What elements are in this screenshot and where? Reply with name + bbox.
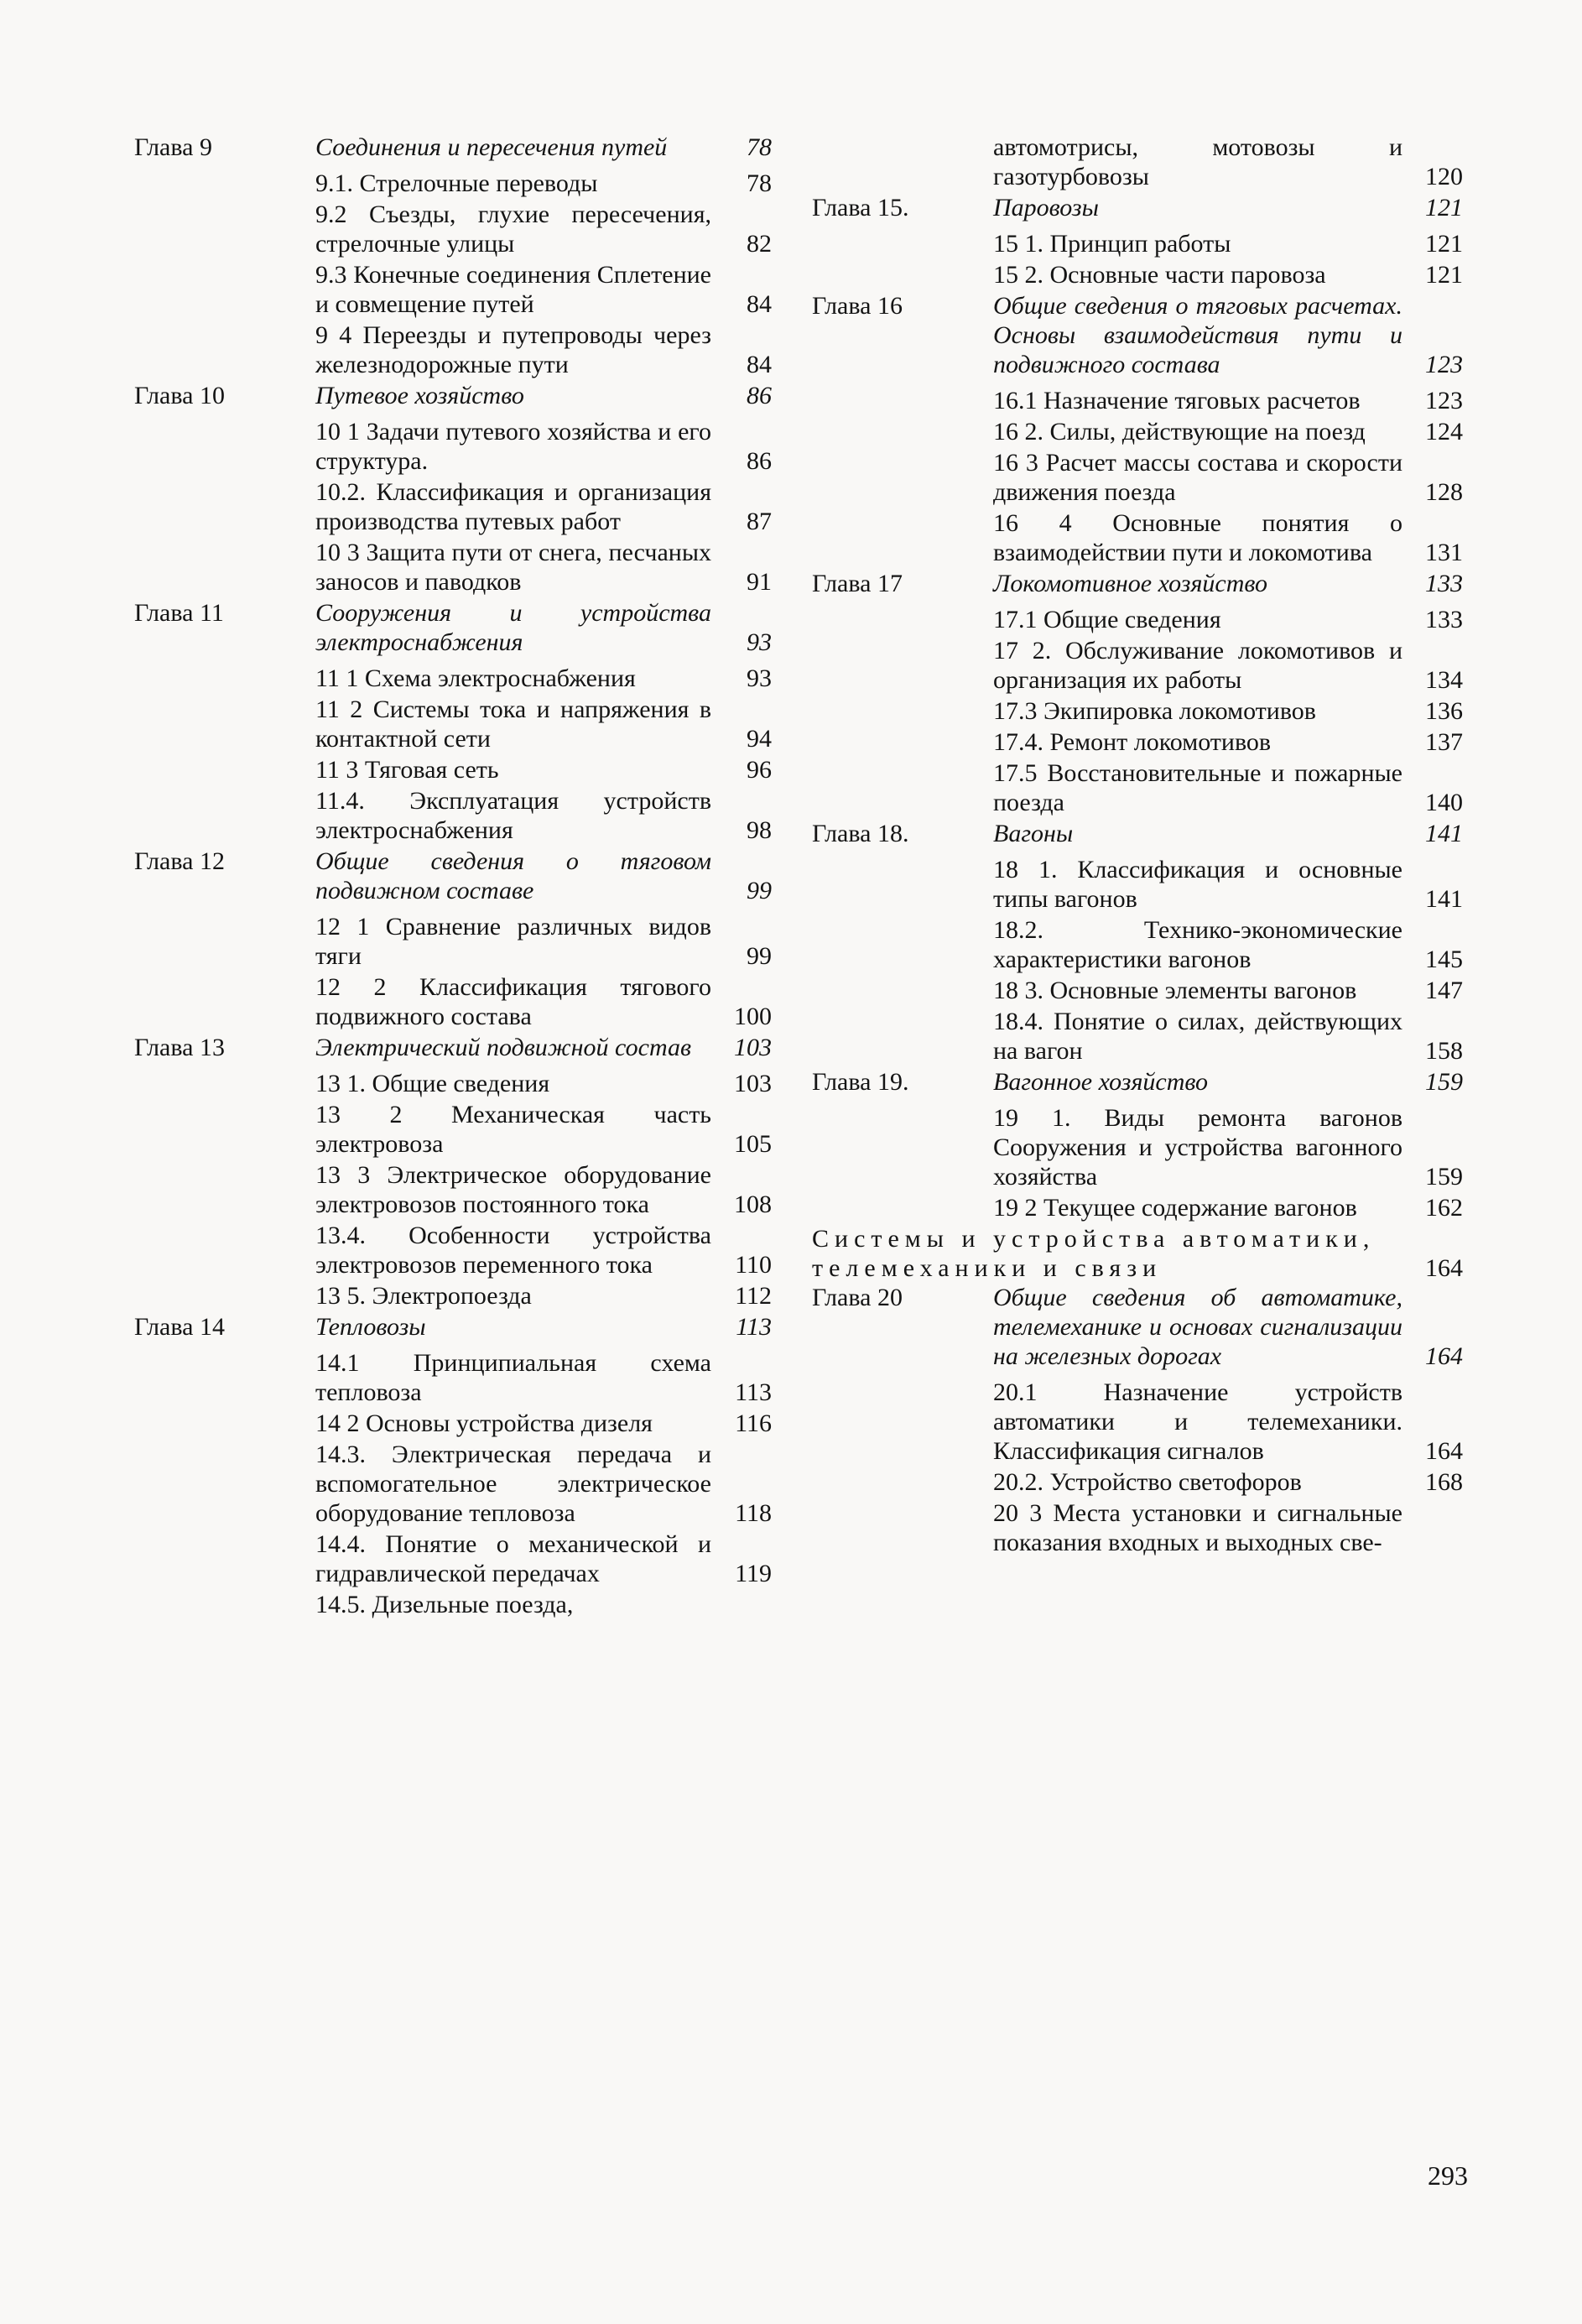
- chapter-title: [315, 1033, 772, 1069]
- chapter-title: [993, 291, 1463, 386]
- chapter-body: [315, 598, 772, 847]
- page-number: 293: [1428, 2160, 1468, 2191]
- part-heading-page: 164: [1425, 1254, 1463, 1282]
- section-entry: [993, 386, 1463, 417]
- section-entry-text: 17.3 Экипировка локомотивов: [993, 697, 1316, 725]
- section-entry-text: 13.4. Особенности устройства электровозов переменного тока: [315, 1222, 711, 1279]
- chapter-entry: [812, 133, 1463, 193]
- section-entry-text: 18 3. Основные элементы вагонов: [993, 977, 1357, 1004]
- section-entry-page: 110: [735, 1251, 772, 1279]
- section-entry: [315, 1529, 772, 1590]
- chapter-title-page: 86: [747, 382, 772, 409]
- section-entry-page: 91: [747, 568, 772, 596]
- section-entry-text: 14 2 Основы устройства дизеля: [315, 1410, 653, 1437]
- chapter-label: Глава 19.: [812, 1068, 909, 1096]
- section-entry: [315, 320, 772, 381]
- section-entry: [315, 1409, 772, 1440]
- section-entry-text: 18.4. Понятие о силах, действующих на вагон: [993, 1008, 1402, 1065]
- chapter-title: [315, 381, 772, 417]
- section-entry: [315, 695, 772, 755]
- chapter-body: [993, 291, 1463, 569]
- chapter-body: [315, 1033, 772, 1312]
- section-entry-page: 140: [1425, 789, 1463, 816]
- chapter-label: Глава 14: [134, 1313, 225, 1341]
- chapter-body: [993, 133, 1463, 193]
- chapter-body: [993, 569, 1463, 819]
- section-entry: [993, 976, 1463, 1007]
- section-entry-text: 14.5. Дизельные поезда,: [315, 1591, 574, 1618]
- chapter-body: [315, 1312, 772, 1621]
- chapter-entry: [134, 381, 772, 598]
- chapter-title-text: Соединения и пересечения путей: [315, 133, 668, 161]
- section-entry-page: 86: [747, 447, 772, 475]
- section-entry: [315, 169, 772, 200]
- chapter-label: Глава 18.: [812, 820, 909, 847]
- section-entry-page: 120: [1425, 163, 1463, 190]
- section-entry-text: 14.1 Принципиальная схема тепловоза: [315, 1349, 711, 1406]
- chapter-title: [315, 598, 772, 664]
- section-entry-text: 13 1. Общие сведения: [315, 1070, 550, 1097]
- section-entry-page: 141: [1425, 885, 1463, 913]
- section-entry-page: 137: [1425, 728, 1463, 756]
- chapter-title-page: 159: [1425, 1068, 1463, 1096]
- section-entry-text: 19 1. Виды ремонта вагонов Сооружения и устройства вагонного хозяйства: [993, 1104, 1402, 1191]
- section-entry: [315, 786, 772, 847]
- toc-left-column: [134, 133, 772, 1621]
- chapter-title: [315, 1312, 772, 1348]
- section-entry-text: 19 2 Текущее содержание вагонов: [993, 1194, 1357, 1222]
- chapter-body: [993, 1283, 1463, 1559]
- section-entry: [315, 1221, 772, 1281]
- section-entry: [315, 1281, 772, 1312]
- chapter-title-text: Электрический подвижной состав: [315, 1034, 691, 1061]
- chapter-entry: [812, 1283, 1463, 1559]
- section-entry-page: 96: [747, 756, 772, 784]
- section-entry: [993, 855, 1463, 915]
- section-entry: [315, 200, 772, 260]
- chapter-body: [993, 1067, 1463, 1224]
- section-entry-text: 20.2. Устройство светофоров: [993, 1468, 1302, 1496]
- chapter-body: [315, 133, 772, 381]
- section-entry-text: 14.4. Понятие о механической и гидравлической передачах: [315, 1530, 711, 1587]
- chapter-title: [315, 133, 772, 169]
- section-entry-text: 9.2 Съезды, глухие пересечения, стрелочные улицы: [315, 201, 711, 258]
- section-entry: [993, 1193, 1463, 1224]
- section-entry-text: 10 1 Задачи путевого хозяйства и его структура.: [315, 418, 711, 475]
- section-entry-page: 108: [734, 1191, 772, 1218]
- chapter-title-page: 99: [747, 877, 772, 904]
- section-entry: [993, 229, 1463, 260]
- section-entry-page: 98: [747, 816, 772, 844]
- chapter-title: [993, 1283, 1463, 1378]
- section-entry-text: 11.4. Эксплуатация устройств электроснабжения: [315, 787, 711, 844]
- chapter-title: [315, 847, 772, 912]
- section-entry: [993, 448, 1463, 508]
- chapter-entry: [134, 598, 772, 847]
- section-entry-page: 124: [1425, 418, 1463, 446]
- section-entry-page: 87: [747, 508, 772, 535]
- section-entry-text: 10.2. Классификация и организация производства путевых работ: [315, 478, 711, 535]
- section-entry-page: 159: [1425, 1163, 1463, 1191]
- chapter-body: [315, 847, 772, 1033]
- chapter-title: [993, 1067, 1463, 1103]
- section-entry-text: 13 2 Механическая часть электровоза: [315, 1101, 711, 1158]
- chapter-label: Глава 20: [812, 1284, 903, 1311]
- section-entry-page: 121: [1425, 230, 1463, 258]
- section-entry: [993, 1103, 1463, 1193]
- section-entry-text: 10 3 Защита пути от снега, песчаных заносов и паводков: [315, 539, 711, 596]
- chapter-title-page: 133: [1425, 570, 1463, 597]
- section-entry-text: 9 4 Переезды и путепроводы через железнодорожные пути: [315, 321, 711, 378]
- section-entry: [993, 727, 1463, 758]
- section-entry-page: 100: [734, 1003, 772, 1030]
- section-entry-page: 133: [1425, 606, 1463, 633]
- chapter-title-text: Путевое хозяйство: [315, 382, 524, 409]
- section-entry-text: 17.1 Общие сведения: [993, 606, 1221, 633]
- chapter-title-text: Вагоны: [993, 820, 1074, 847]
- section-entry-page: 119: [735, 1560, 772, 1587]
- section-entry: [993, 915, 1463, 976]
- section-entry: [315, 1100, 772, 1160]
- chapter-title-page: 141: [1425, 820, 1463, 847]
- chapter-entry: [134, 847, 772, 1033]
- section-entry: [993, 636, 1463, 696]
- chapter-entry: [134, 1312, 772, 1621]
- section-entry-page: 116: [735, 1410, 772, 1437]
- part-heading: [812, 1224, 1463, 1283]
- chapter-title-page: 121: [1425, 194, 1463, 221]
- section-entry-page: 128: [1425, 478, 1463, 506]
- section-entry-page: 147: [1425, 977, 1463, 1004]
- section-entry: [993, 1378, 1463, 1467]
- section-entry-page: 121: [1425, 261, 1463, 289]
- section-entry-text: 16 2. Силы, действующие на поезд: [993, 418, 1366, 446]
- section-entry-page: 113: [735, 1378, 772, 1406]
- chapter-label: Глава 9: [134, 133, 212, 161]
- section-entry-text: 17 2. Обслуживание локомотивов и организация их работы: [993, 637, 1402, 694]
- section-entry-text: 12 1 Сравнение различных видов тяги: [315, 913, 711, 970]
- section-entry-page: 103: [734, 1070, 772, 1097]
- chapter-title-text: Общие сведения о тяговом подвижном составе: [315, 847, 711, 904]
- section-entry-page: 94: [747, 725, 772, 753]
- section-entry-text: 9.1. Стрелочные переводы: [315, 169, 598, 197]
- section-entry: [993, 1007, 1463, 1067]
- section-entry: [993, 508, 1463, 569]
- chapter-title-page: 93: [747, 628, 772, 656]
- section-entry: [993, 133, 1463, 193]
- section-entry: [315, 972, 772, 1033]
- chapter-entry: [812, 193, 1463, 291]
- section-entry-text: 16.1 Назначение тяговых расчетов: [993, 387, 1361, 414]
- chapter-label: Глава 15.: [812, 194, 909, 221]
- section-entry-text: 11 1 Схема электроснабжения: [315, 664, 636, 692]
- section-entry: [315, 1590, 772, 1621]
- section-entry-text: 11 3 Тяговая сеть: [315, 756, 499, 784]
- chapter-label: Глава 11: [134, 599, 224, 627]
- chapter-title-page: 103: [734, 1034, 772, 1061]
- chapter-title-page: 164: [1425, 1342, 1463, 1370]
- section-entry: [315, 1348, 772, 1409]
- section-entry-text: 18.2. Технико-экономические характеристики вагонов: [993, 916, 1402, 973]
- section-entry-text: 13 3 Электрическое оборудование электровозов постоянного тока: [315, 1161, 711, 1218]
- chapter-entry: [134, 133, 772, 381]
- chapter-title-page: 123: [1425, 351, 1463, 378]
- section-entry: [315, 1440, 772, 1529]
- section-entry-page: 93: [747, 664, 772, 692]
- section-entry: [315, 260, 772, 320]
- section-entry: [993, 605, 1463, 636]
- part-heading-text: Системы и устройства автоматики, телемеханики и связи: [812, 1225, 1376, 1282]
- chapter-title-text: Вагонное хозяйство: [993, 1068, 1209, 1096]
- section-entry-page: 84: [747, 290, 772, 318]
- section-entry-page: 162: [1425, 1194, 1463, 1222]
- section-entry: [315, 417, 772, 477]
- chapter-title-text: Паровозы: [993, 194, 1099, 221]
- section-entry-page: 82: [747, 230, 772, 258]
- section-entry-text: 17.4. Ремонт локомотивов: [993, 728, 1272, 756]
- section-entry-text: 9.3 Конечные соединения Сплетение и совмещение путей: [315, 261, 711, 318]
- section-entry-text: 14.3. Электрическая передача и вспомогательное электрическое оборудование тепловоза: [315, 1441, 711, 1527]
- section-entry-page: 145: [1425, 946, 1463, 973]
- section-entry-page: 168: [1425, 1468, 1463, 1496]
- chapter-body: [993, 193, 1463, 291]
- chapter-title: [993, 193, 1463, 229]
- section-entry-page: 131: [1425, 539, 1463, 566]
- chapter-label: Глава 10: [134, 382, 225, 409]
- section-entry: [315, 912, 772, 972]
- toc-right-column: [812, 133, 1463, 1559]
- section-entry-text: 18 1. Классификация и основные типы вагонов: [993, 856, 1402, 913]
- chapter-entry: [812, 569, 1463, 819]
- chapter-label: Глава 12: [134, 847, 225, 875]
- section-entry-page: 134: [1425, 666, 1463, 694]
- section-entry-text: автомотрисы, мотовозы и газотурбовозы: [993, 133, 1402, 190]
- chapter-body: [315, 381, 772, 598]
- section-entry-text: 13 5. Электропоезда: [315, 1282, 532, 1310]
- section-entry-page: 118: [735, 1499, 772, 1527]
- section-entry-page: 164: [1425, 1437, 1463, 1465]
- section-entry-text: 17.5 Восстановительные и пожарные поезда: [993, 759, 1402, 816]
- section-entry: [315, 664, 772, 695]
- section-entry-page: 112: [735, 1282, 772, 1310]
- chapter-title: [993, 569, 1463, 605]
- section-entry-text: 20.1 Назначение устройств автоматики и телемеханики. Классификация сигналов: [993, 1378, 1402, 1465]
- chapter-label: Глава 13: [134, 1034, 225, 1061]
- section-entry-page: 84: [747, 351, 772, 378]
- section-entry-text: 15 1. Принцип работы: [993, 230, 1231, 258]
- section-entry: [315, 755, 772, 786]
- chapter-title-text: Общие сведения об автоматике, телемеханике и основах сигнализации на железных дорогах: [993, 1284, 1402, 1370]
- chapter-entry: [812, 1067, 1463, 1224]
- section-entry: [993, 260, 1463, 291]
- section-entry-page: 99: [747, 942, 772, 970]
- section-entry-page: 78: [747, 169, 772, 197]
- section-entry-text: 16 4 Основные понятия о взаимодействии пути и локомотива: [993, 509, 1402, 566]
- chapter-title: [993, 819, 1463, 855]
- section-entry-text: 20 3 Места установки и сигнальные показания входных и выходных све-: [993, 1499, 1402, 1556]
- section-entry: [315, 538, 772, 598]
- chapter-title-text: Сооружения и устройства электроснабжения: [315, 599, 711, 656]
- section-entry-text: 16 3 Расчет массы состава и скорости движения поезда: [993, 449, 1402, 506]
- chapter-entry: [812, 291, 1463, 569]
- chapter-label: Глава 17: [812, 570, 903, 597]
- section-entry: [315, 477, 772, 538]
- section-entry: [315, 1069, 772, 1100]
- chapter-entry: [812, 819, 1463, 1067]
- section-entry-page: 158: [1425, 1037, 1463, 1065]
- chapter-title-text: Общие сведения о тяговых расчетах. Основы взаимодействия пути и подвижного состава: [993, 292, 1402, 378]
- section-entry-text: 15 2. Основные части паровоза: [993, 261, 1326, 289]
- chapter-title-page: 78: [747, 133, 772, 161]
- chapter-title-text: Локомотивное хозяйство: [993, 570, 1268, 597]
- section-entry-text: 12 2 Классификация тягового подвижного состава: [315, 973, 711, 1030]
- section-entry: [993, 417, 1463, 448]
- section-entry-page: 136: [1425, 697, 1463, 725]
- section-entry-text: 11 2 Системы тока и напряжения в контактной сети: [315, 696, 711, 753]
- section-entry: [993, 696, 1463, 727]
- section-entry-page: 123: [1425, 387, 1463, 414]
- section-entry: [993, 758, 1463, 819]
- section-entry: [993, 1498, 1463, 1559]
- chapter-entry: [134, 1033, 772, 1312]
- chapter-title-text: Тепловозы: [315, 1313, 426, 1341]
- chapter-body: [993, 819, 1463, 1067]
- chapter-label: Глава 16: [812, 292, 903, 320]
- section-entry-page: 105: [734, 1130, 772, 1158]
- chapter-title-page: 113: [736, 1313, 772, 1341]
- section-entry: [315, 1160, 772, 1221]
- section-entry: [993, 1467, 1463, 1498]
